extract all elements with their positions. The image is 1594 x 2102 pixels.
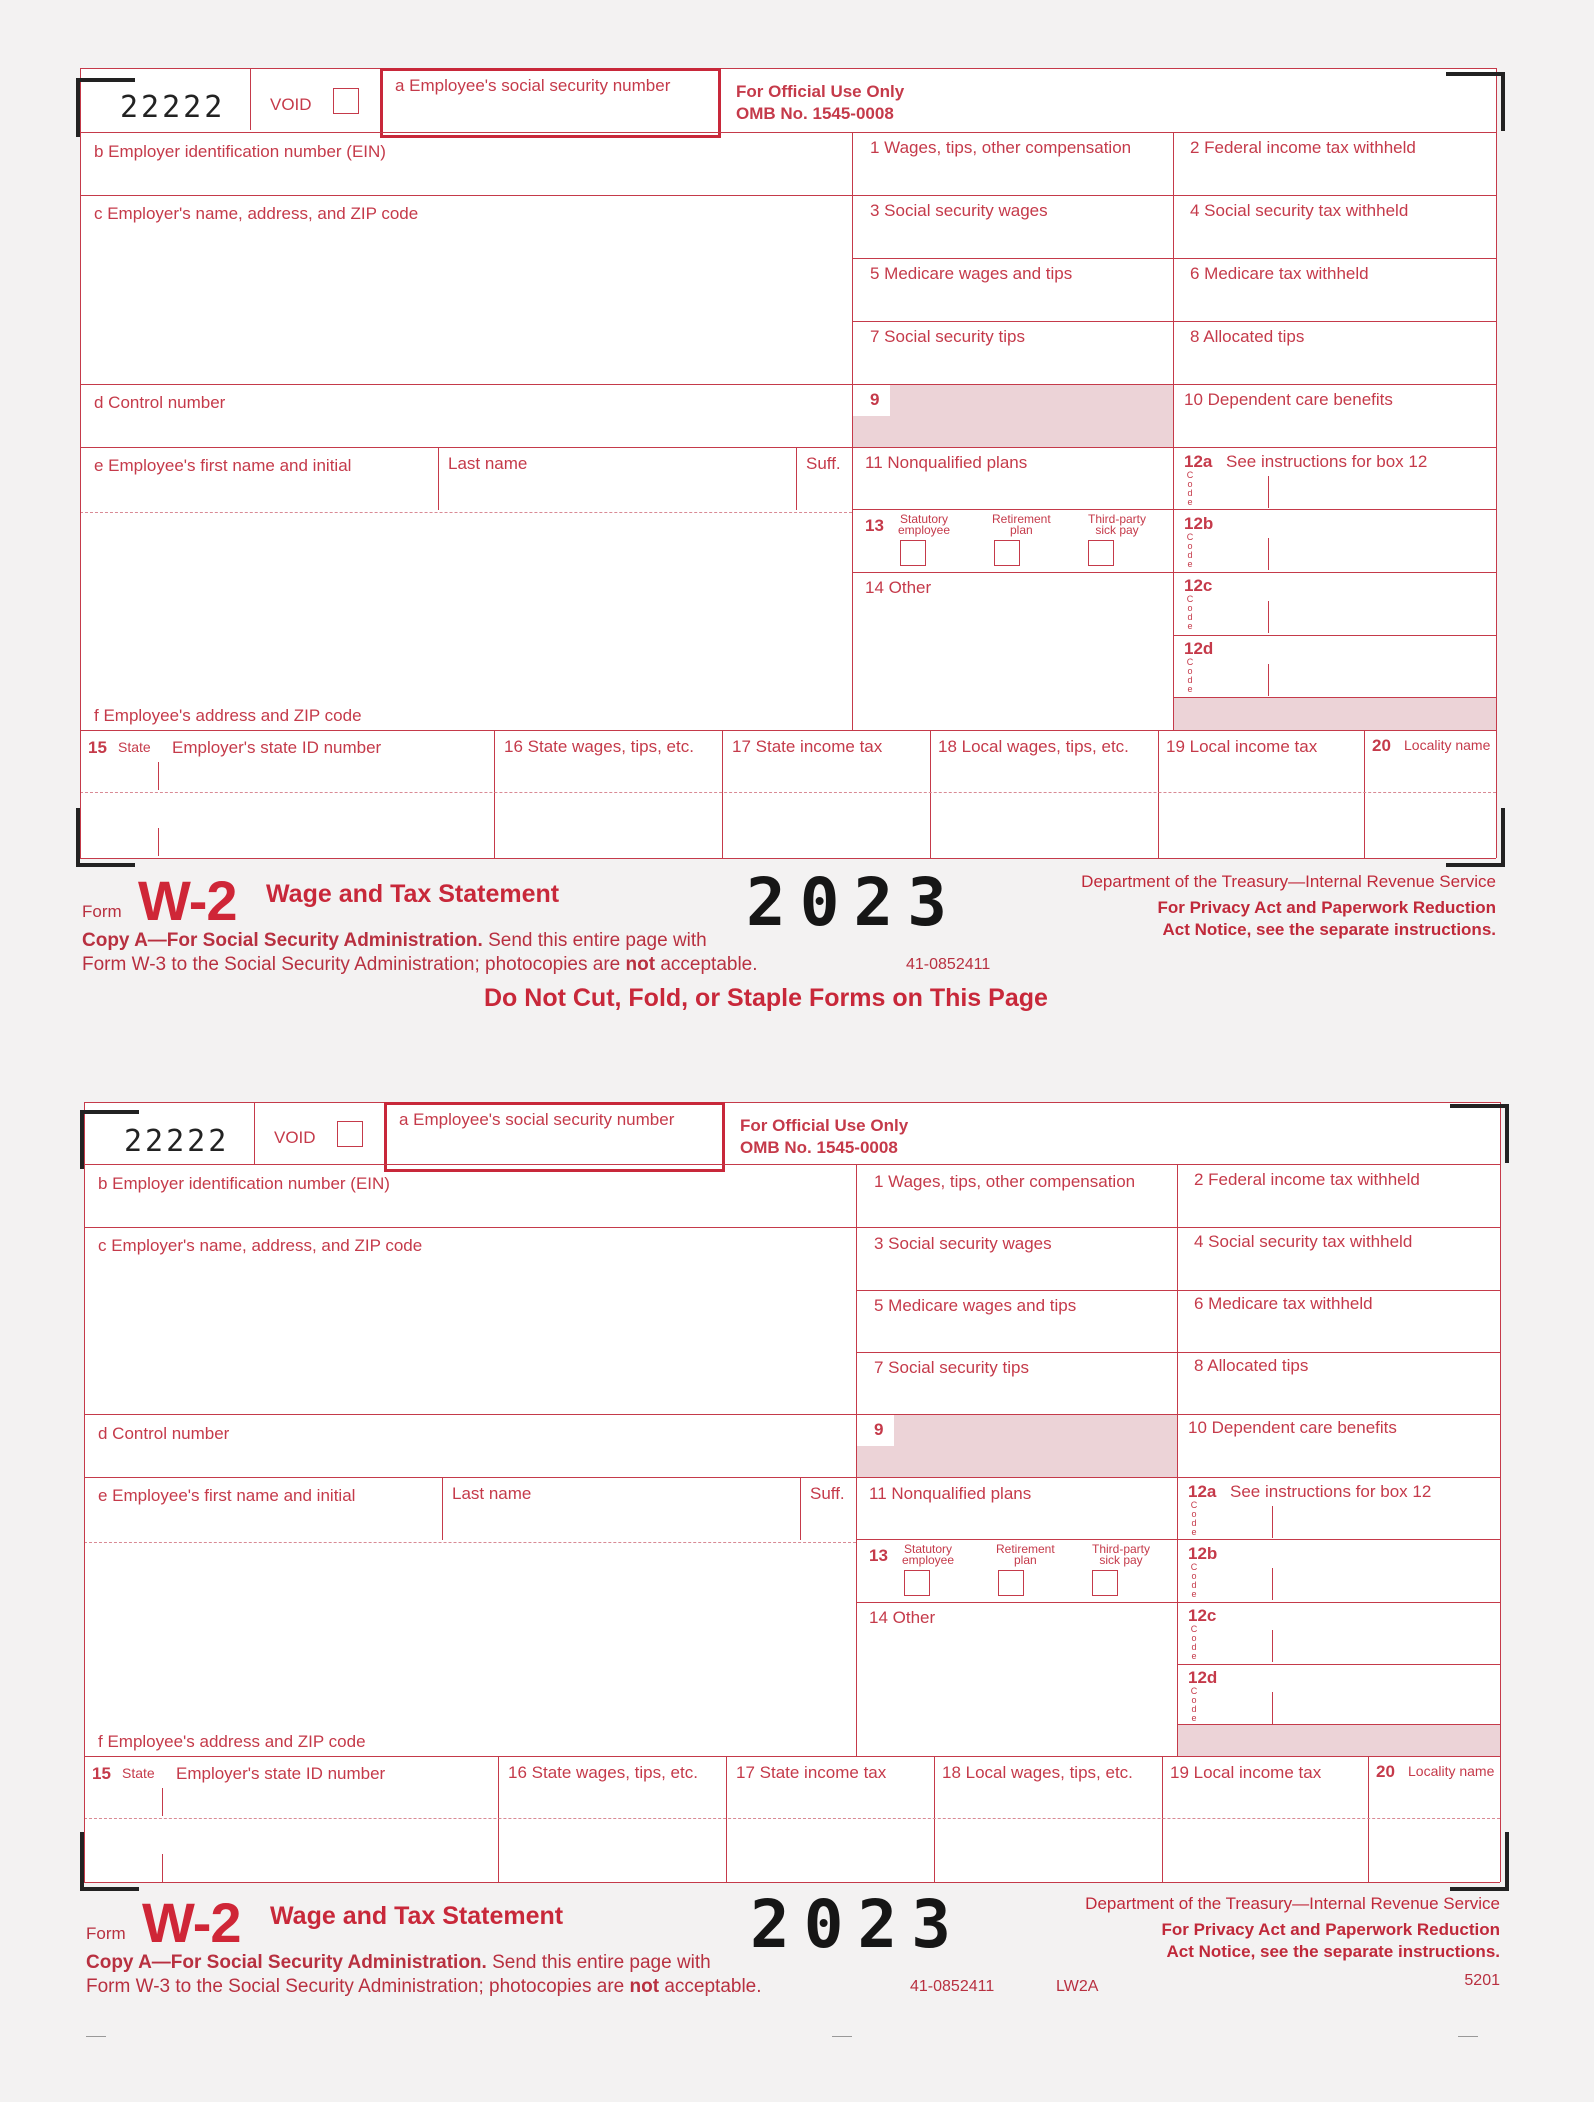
state-label: State	[122, 1765, 155, 1781]
third-party-sick-pay-checkbox[interactable]	[1088, 540, 1114, 566]
corner-mark	[1446, 808, 1505, 867]
void-checkbox[interactable]	[333, 88, 359, 114]
box12a-code: C o d e	[1190, 1500, 1198, 1537]
corner-mark	[1446, 72, 1505, 131]
box4-label: 4 Social security tax withheld	[1194, 1232, 1413, 1251]
lw2a-code: LW2A	[1056, 1978, 1099, 1995]
dept-treasury: Department of the Treasury—Internal Revenue Service	[1085, 1894, 1500, 1913]
ssn-label: a Employee's social security number	[395, 76, 671, 95]
perforation-mark	[86, 2036, 106, 2037]
box20-label: 20	[1372, 736, 1391, 755]
employer-name-label: c Employer's name, address, and ZIP code	[94, 204, 419, 223]
retirement-plan-checkbox[interactable]	[998, 1570, 1024, 1596]
control-code: 22222	[124, 1124, 230, 1159]
retirement-label: Retirement plan	[992, 512, 1051, 537]
corner-mark	[1450, 1104, 1509, 1163]
locality-label: Locality name	[1404, 737, 1491, 753]
box12c-label: 12c	[1184, 576, 1213, 595]
copy-a-line2: Form W-3 to the Social Security Administration; photocopies are not acceptable.	[82, 954, 758, 975]
employee-first-name-label: e Employee's first name and initial	[94, 456, 352, 475]
last-name-label: Last name	[448, 454, 528, 473]
corner-mark	[76, 808, 135, 867]
employee-address-label: f Employee's address and ZIP code	[98, 1732, 366, 1751]
box3-label: 3 Social security wages	[870, 201, 1048, 220]
box10-label: 10 Dependent care benefits	[1184, 390, 1393, 409]
box11-label: 11 Nonqualified plans	[865, 453, 1028, 472]
official-use: For Official Use Only	[736, 82, 905, 101]
thirdparty-label: Third-party sick pay	[1088, 512, 1147, 537]
corner-mark	[76, 78, 135, 137]
void-checkbox[interactable]	[337, 1121, 363, 1147]
box8-label: 8 Allocated tips	[1190, 327, 1305, 346]
box9-shade	[894, 1415, 1177, 1477]
box18-label: 18 Local wages, tips, etc.	[938, 737, 1129, 756]
box12a-code: C o d e	[1186, 470, 1194, 507]
statutory-label: Statutory employee	[902, 1542, 955, 1567]
box6-label: 6 Medicare tax withheld	[1194, 1294, 1373, 1313]
form-word: Form	[86, 1924, 126, 1943]
employer-name-label: c Employer's name, address, and ZIP code	[98, 1236, 423, 1255]
statutory-employee-checkbox[interactable]	[904, 1570, 930, 1596]
omb-number: OMB No. 1545-0008	[740, 1138, 898, 1157]
retirement-plan-checkbox[interactable]	[994, 540, 1020, 566]
ein-label: b Employer identification number (EIN)	[98, 1174, 390, 1193]
box12d-code: C o d e	[1190, 1686, 1198, 1723]
box12b-code: C o d e	[1190, 1562, 1198, 1599]
box9-shade-2	[857, 1446, 895, 1477]
form-title: Wage and Tax Statement	[270, 1902, 564, 1930]
box14-label: 14 Other	[869, 1608, 936, 1627]
box16-label: 16 State wages, tips, etc.	[504, 737, 694, 756]
box13-label: 13	[865, 516, 884, 535]
code-5201: 5201	[1464, 1972, 1500, 1989]
tax-year: 2023	[746, 864, 961, 941]
box9-label: 9	[874, 1420, 884, 1439]
copy-a-line1: Copy A—For Social Security Administration. Send this entire page with	[86, 1952, 711, 1973]
box17-label: 17 State income tax	[732, 737, 883, 756]
perforation-mark	[1458, 2036, 1478, 2037]
form-title: Wage and Tax Statement	[266, 880, 560, 908]
box12d-label: 12d	[1184, 639, 1214, 658]
box12a-text: See instructions for box 12	[1226, 452, 1428, 471]
box12b-code: C o d e	[1186, 532, 1194, 569]
box16-label: 16 State wages, tips, etc.	[508, 1763, 698, 1782]
last-name-label: Last name	[452, 1484, 532, 1503]
suffix-label: Suff.	[810, 1484, 845, 1503]
corner-mark	[1450, 1832, 1509, 1891]
box12a-text: See instructions for box 12	[1230, 1482, 1432, 1501]
privacy-notice-2: Act Notice, see the separate instructions.	[1166, 1942, 1500, 1961]
box17-label: 17 State income tax	[736, 1763, 887, 1782]
box19-label: 19 Local income tax	[1170, 1763, 1322, 1782]
retirement-label: Retirement plan	[996, 1542, 1055, 1567]
statutory-label: Statutory employee	[898, 512, 951, 537]
box19-label: 19 Local income tax	[1166, 737, 1318, 756]
do-not-cut-notice: Do Not Cut, Fold, or Staple Forms on This Page	[484, 984, 1048, 1012]
perforation-mark	[832, 2036, 852, 2037]
box12-shade	[1174, 698, 1496, 730]
ssn-label: a Employee's social security number	[399, 1110, 675, 1129]
box12a-label: 12a	[1188, 1482, 1217, 1501]
box5-label: 5 Medicare wages and tips	[874, 1296, 1077, 1315]
box2-label: 2 Federal income tax withheld	[1190, 138, 1416, 157]
corner-mark	[80, 1110, 139, 1169]
suffix-label: Suff.	[806, 454, 841, 473]
w2-title: W-2	[138, 869, 237, 932]
control-number-label: d Control number	[98, 1424, 230, 1443]
statutory-employee-checkbox[interactable]	[900, 540, 926, 566]
box12b-label: 12b	[1188, 1544, 1218, 1563]
copy-a-line1: Copy A—For Social Security Administration. Send this entire page with	[82, 930, 707, 951]
copy-a-line2: Form W-3 to the Social Security Administration; photocopies are not acceptable.	[86, 1976, 762, 1997]
box9-shade-2	[853, 416, 891, 447]
box7-label: 7 Social security tips	[874, 1358, 1029, 1377]
employee-first-name-label: e Employee's first name and initial	[98, 1486, 356, 1505]
box15-label: 15	[88, 738, 107, 757]
control-code: 22222	[120, 90, 226, 125]
void-label: VOID	[274, 1128, 316, 1147]
box12-shade	[1178, 1725, 1500, 1756]
form-word: Form	[82, 902, 122, 921]
box18-label: 18 Local wages, tips, etc.	[942, 1763, 1133, 1782]
official-use: For Official Use Only	[740, 1116, 909, 1135]
control-number-label: d Control number	[94, 393, 226, 412]
privacy-notice-1: For Privacy Act and Paperwork Reduction	[1157, 898, 1496, 917]
box2-label: 2 Federal income tax withheld	[1194, 1170, 1420, 1189]
privacy-notice-2: Act Notice, see the separate instructions.	[1162, 920, 1496, 939]
box8-label: 8 Allocated tips	[1194, 1356, 1309, 1375]
box12b-label: 12b	[1184, 514, 1214, 533]
box12d-label: 12d	[1188, 1668, 1218, 1687]
box10-label: 10 Dependent care benefits	[1188, 1418, 1397, 1437]
box7-label: 7 Social security tips	[870, 327, 1025, 346]
w2-title: W-2	[142, 1891, 241, 1954]
employee-address-label: f Employee's address and ZIP code	[94, 706, 362, 725]
box20-label: 20	[1376, 1762, 1395, 1781]
box1-label: 1 Wages, tips, other compensation	[874, 1172, 1136, 1191]
box6-label: 6 Medicare tax withheld	[1190, 264, 1369, 283]
state-label: State	[118, 739, 151, 755]
state-id-label: Employer's state ID number	[176, 1764, 386, 1783]
ein-label: b Employer identification number (EIN)	[94, 142, 386, 161]
corner-mark	[80, 1832, 139, 1891]
omb-number: OMB No. 1545-0008	[736, 104, 894, 123]
locality-label: Locality name	[1408, 1763, 1495, 1779]
box12c-code: C o d e	[1186, 594, 1194, 631]
box4-label: 4 Social security tax withheld	[1190, 201, 1409, 220]
box11-label: 11 Nonqualified plans	[869, 1484, 1032, 1503]
privacy-notice-1: For Privacy Act and Paperwork Reduction	[1161, 1920, 1500, 1939]
box1-label: 1 Wages, tips, other compensation	[870, 138, 1132, 157]
tax-year: 2023	[750, 1886, 965, 1963]
box15-label: 15	[92, 1764, 111, 1783]
box9-label: 9	[870, 390, 880, 409]
box3-label: 3 Social security wages	[874, 1234, 1052, 1253]
w2-form-bottom	[84, 1102, 1500, 2102]
box13-label: 13	[869, 1546, 888, 1565]
box12a-label: 12a	[1184, 452, 1213, 471]
box5-label: 5 Medicare wages and tips	[870, 264, 1073, 283]
void-label: VOID	[270, 95, 312, 114]
box14-label: 14 Other	[865, 578, 932, 597]
box9-shade	[890, 385, 1173, 447]
catalog-number: 41-0852411	[910, 1978, 995, 1995]
w2-form-top	[80, 68, 1496, 1068]
box12c-code: C o d e	[1190, 1624, 1198, 1661]
catalog-number: 41-0852411	[906, 956, 991, 973]
box12c-label: 12c	[1188, 1606, 1217, 1625]
state-id-label: Employer's state ID number	[172, 738, 382, 757]
dept-treasury: Department of the Treasury—Internal Revenue Service	[1081, 872, 1496, 891]
thirdparty-label: Third-party sick pay	[1092, 1542, 1151, 1567]
box12d-code: C o d e	[1186, 657, 1194, 694]
third-party-sick-pay-checkbox[interactable]	[1092, 1570, 1118, 1596]
